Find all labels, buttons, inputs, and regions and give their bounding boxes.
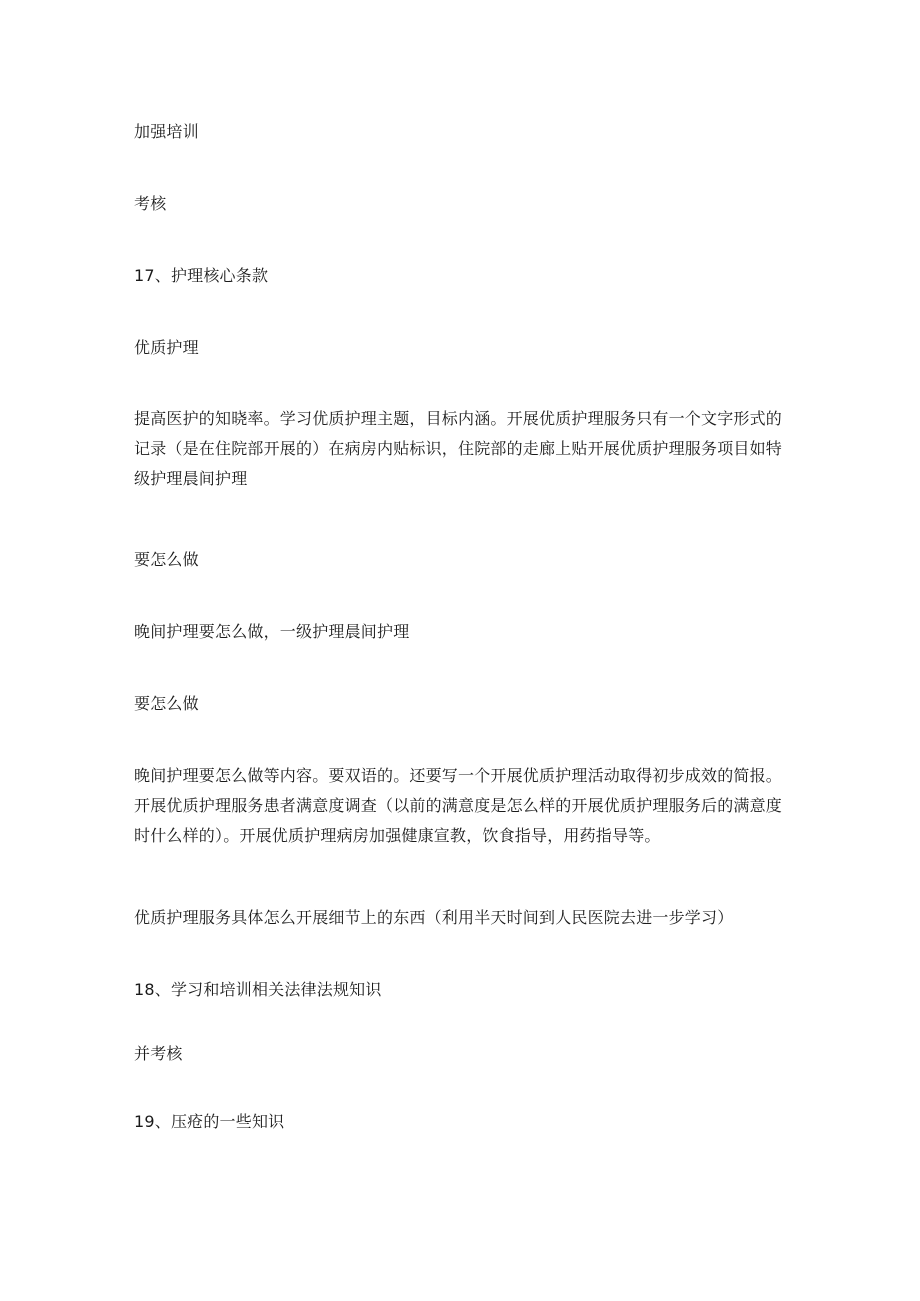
heading-item-19: 19、压疮的一些知识 (134, 1112, 285, 1131)
paragraph-awareness-rate: 提高医护的知晓率。学习优质护理主题，目标内涵。开展优质护理服务只有一个文字形式的记录（是在住院部开展的）在病房内贴标识，住院部的走廊上贴开展优质护理服务项目如特级护理晨间护理 (134, 409, 783, 488)
paragraph-how-to-do-2: 要怎么做 (134, 694, 199, 713)
paragraph-quality-nursing: 优质护理 (134, 338, 199, 357)
heading-item-17: 17、护理核心条款 (134, 266, 269, 285)
paragraph-and-assess: 并考核 (134, 1044, 183, 1063)
paragraph-strengthen-training: 加强培训 (134, 122, 199, 141)
paragraph-assessment: 考核 (134, 194, 167, 213)
paragraph-evening-care-1: 晚间护理要怎么做，一级护理晨间护理 (134, 622, 410, 641)
heading-item-18: 18、学习和培训相关法律法规知识 (134, 980, 382, 999)
paragraph-evening-care-2: 晚间护理要怎么做等内容。要双语的。还要写一个开展优质护理活动取得初步成效的简报。开展优质护理服务患者满意度调查（以前的满意度是怎么样的开展优质护理服务后的满意度时什么样的）。开展优质护理病房加强健康宣教，饮食指导，用药指导等。 (134, 766, 783, 845)
paragraph-how-to-do-1: 要怎么做 (134, 550, 199, 569)
paragraph-service-details: 优质护理服务具体怎么开展细节上的东西（利用半天时间到人民医院去进一步学习） (134, 908, 734, 927)
